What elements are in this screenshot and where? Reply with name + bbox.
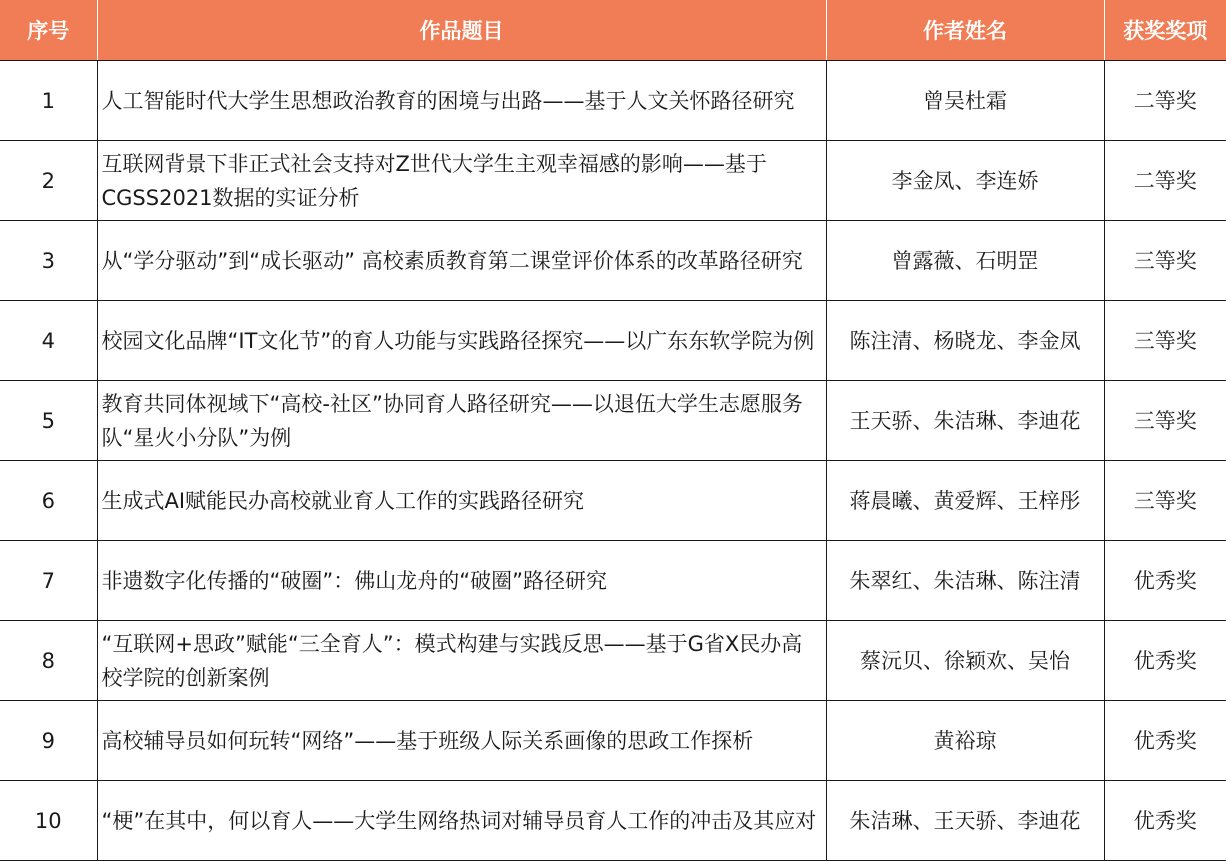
row-award: 二等奖: [1104, 61, 1226, 141]
row-author: 朱翠红、朱洁琳、陈注清: [826, 541, 1104, 621]
table-row: [0, 301, 1226, 381]
row-title: “互联网+思政”赋能“三全育人”：模式构建与实践反思——基于G省X民办高校学院的创新案例: [97, 621, 826, 701]
header-author: 作者姓名: [826, 0, 1104, 61]
row-author: 李金凤、李连娇: [826, 141, 1104, 221]
row-award: 优秀奖: [1104, 701, 1226, 781]
row-title: 校园文化品牌“IT文化节”的育人功能与实践路径探究——以广东东软学院为例: [97, 301, 826, 381]
row-title: 生成式AI赋能民办高校就业育人工作的实践路径研究: [97, 461, 826, 541]
row-no: 4: [0, 301, 97, 381]
row-no: 2: [0, 141, 97, 221]
row-author: 蒋晨曦、黄爱辉、王梓彤: [826, 461, 1104, 541]
table-row: [0, 381, 1226, 461]
table-header: [0, 0, 1226, 61]
row-no: 5: [0, 381, 97, 461]
row-award: 优秀奖: [1104, 781, 1226, 861]
row-title: 从“学分驱动”到“成长驱动” 高校素质教育第二课堂评价体系的改革路径研究: [97, 221, 826, 301]
table-body: [0, 61, 1226, 861]
row-award: 三等奖: [1104, 461, 1226, 541]
row-author: 蔡沅贝、徐颖欢、吴怡: [826, 621, 1104, 701]
row-award: 三等奖: [1104, 301, 1226, 381]
header-award: 获奖奖项: [1104, 0, 1226, 61]
row-title: 非遗数字化传播的“破圈”：佛山龙舟的“破圈”路径研究: [97, 541, 826, 621]
row-author: 黄裕琼: [826, 701, 1104, 781]
table-row: [0, 701, 1226, 781]
row-award: 二等奖: [1104, 141, 1226, 221]
row-title: 高校辅导员如何玩转“网络”——基于班级人际关系画像的思政工作探析: [97, 701, 826, 781]
row-award: 优秀奖: [1104, 541, 1226, 621]
row-title: 人工智能时代大学生思想政治教育的困境与出路——基于人文关怀路径研究: [97, 61, 826, 141]
row-author: 陈注清、杨晓龙、李金凤: [826, 301, 1104, 381]
row-no: 3: [0, 221, 97, 301]
row-no: 10: [0, 781, 97, 861]
row-author: 曾露薇、石明罡: [826, 221, 1104, 301]
header-row: [0, 0, 1226, 61]
row-award: 优秀奖: [1104, 621, 1226, 701]
row-no: 6: [0, 461, 97, 541]
row-title: 互联网背景下非正式社会支持对Z世代大学生主观幸福感的影响——基于CGSS2021数据的实证分析: [97, 141, 826, 221]
table-row: [0, 461, 1226, 541]
row-title: “梗”在其中，何以育人——大学生网络热词对辅导员育人工作的冲击及其应对: [97, 781, 826, 861]
row-author: 曾吴杜霜: [826, 61, 1104, 141]
row-no: 8: [0, 621, 97, 701]
row-no: 9: [0, 701, 97, 781]
table-row: [0, 621, 1226, 701]
table-row: [0, 541, 1226, 621]
row-no: 7: [0, 541, 97, 621]
table-row: [0, 141, 1226, 221]
row-award: 三等奖: [1104, 221, 1226, 301]
table-row: [0, 221, 1226, 301]
row-author: 王天骄、朱洁琳、李迪花: [826, 381, 1104, 461]
row-no: 1: [0, 61, 97, 141]
header-no: 序号: [0, 0, 97, 61]
row-award: 三等奖: [1104, 381, 1226, 461]
header-title: 作品题目: [97, 0, 826, 61]
table-row: [0, 61, 1226, 141]
row-title: 教育共同体视域下“高校-社区”协同育人路径研究——以退伍大学生志愿服务队“星火小分队”为例: [97, 381, 826, 461]
row-author: 朱洁琳、王天骄、李迪花: [826, 781, 1104, 861]
